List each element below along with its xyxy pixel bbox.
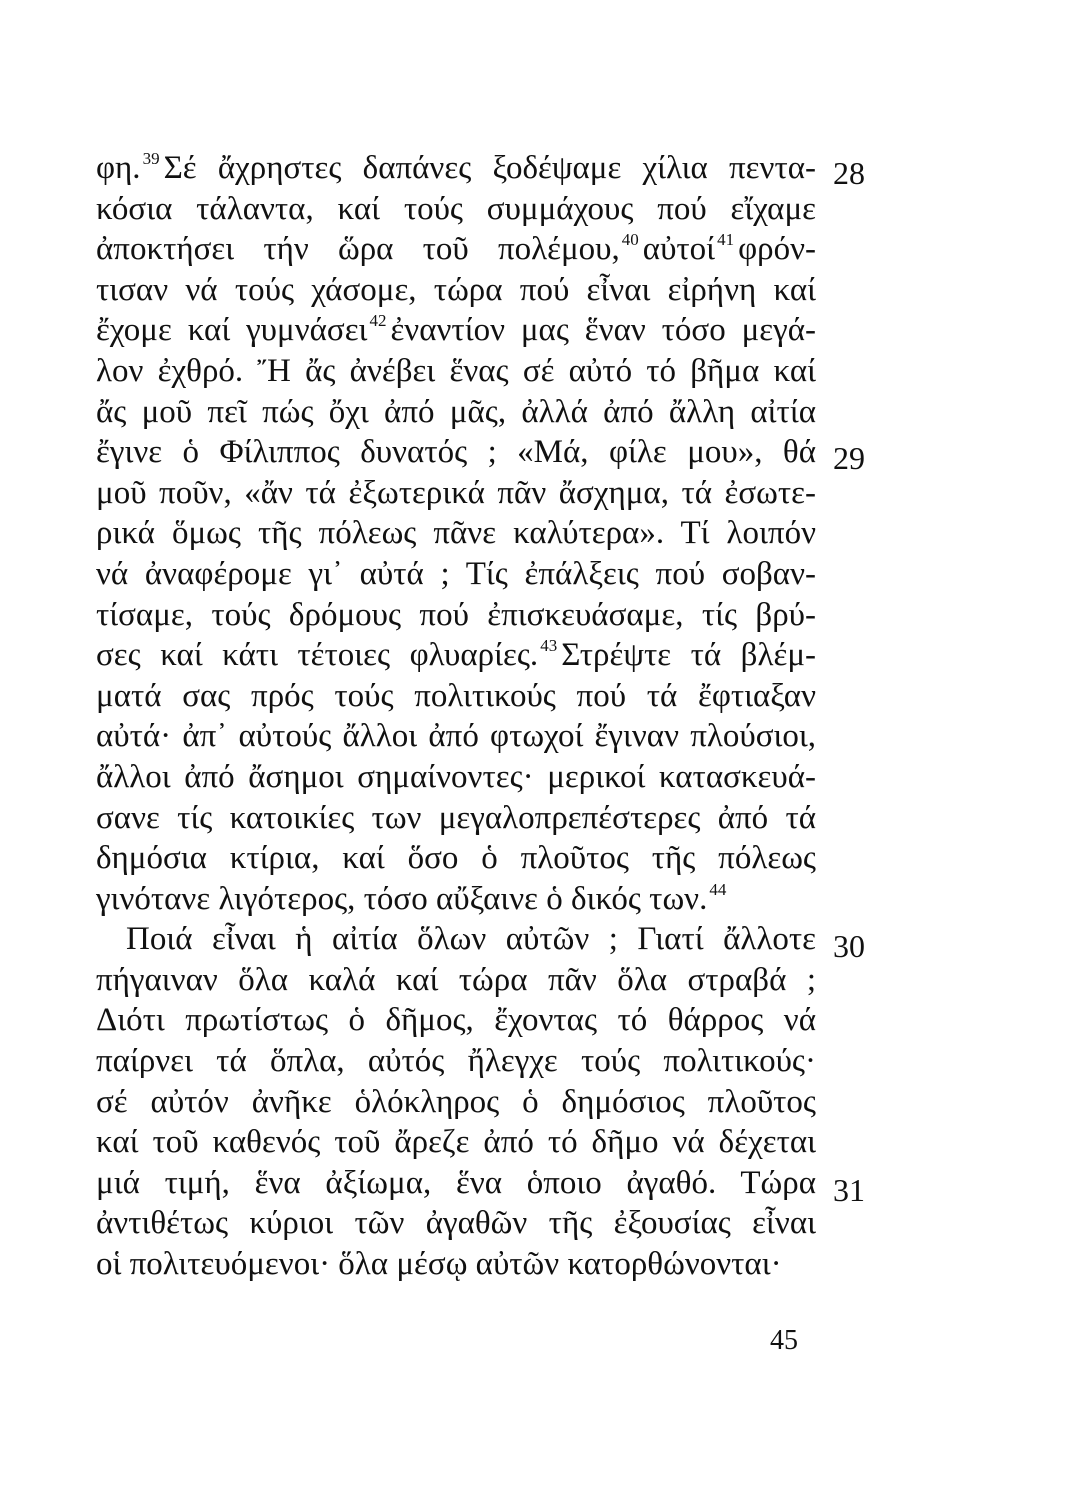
text-line: σανε τίς κατοικίες των μεγαλοπρεπέστερες ἀπό τά <box>96 799 816 836</box>
margin-section-number: 30 <box>833 928 865 964</box>
text-line: ρικά ὅμως τῆς πόλεως πᾶνε καλύτερα». Τί λοιπόν <box>96 515 816 552</box>
footnote-ref: 44 <box>709 879 727 899</box>
text-line: πήγαιναν ὅλα καλά καί τώρα πᾶν ὅλα στραβά ; <box>96 961 816 998</box>
text-line: νά ἀναφέρομε γι᾽ αὐτά ; Τίς ἐπάλξεις πού σοβαν- <box>96 555 816 592</box>
margin-section-number: 29 <box>833 440 865 476</box>
text-line: σες καί κάτι τέτοιες φλυαρίες. $^{43}$ Στρέψτε τά βλέμ- <box>96 636 816 674</box>
text-line: ἄς μοῦ πεῖ πώς ὄχι ἀπό μᾶς, ἀλλά ἀπό ἄλλη αἰτία <box>96 393 816 430</box>
text-line: μοῦ ποῦν, «ἄν τά ἐξωτερικά πᾶν ἄσχημα, τά ἐσωτε- <box>96 474 816 511</box>
footnote-ref: 39 <box>142 149 160 168</box>
text-line: τισαν νά τούς χάσομε, τώρα πού εἶναι εἰρήνη καί <box>96 271 816 308</box>
text-line: αὐτά· ἀπ᾽ αὐτούς ἄλλοι ἀπό φτωχοί ἔγιναν πλούσιοι, <box>96 718 816 755</box>
text-line: δημόσια κτίρια, καί ὅσο ὁ πλοῦτος τῆς πόλεως <box>96 840 816 877</box>
text-line: μιά τιμή, ἕνα ἀξίωμα, ἕνα ὁποιο ἀγαθό. Τώρα <box>96 1164 816 1201</box>
page-number: 45 <box>770 1325 798 1356</box>
text-line: φη. $^{39}$ Σέ ἄχρηστες δαπάνες ξοδέψαμε χίλια πεντα- <box>96 149 816 186</box>
text-line: ἔγινε ὁ Φίλιππος δυνατός ; «Μά, φίλε μου», θά <box>96 434 816 471</box>
text-line: οἱ πολιτευόμενοι· ὅλα μέσῳ αὐτῶν κατορθώνονται· <box>96 1246 782 1283</box>
text-line: ἄλλοι ἀπό ἄσημοι σημαίνοντες· μερικοί κατασκευά- <box>96 758 816 795</box>
footnote-ref: 42 <box>369 311 387 331</box>
text-line: καί τοῦ καθενός τοῦ ἄρεζε ἀπό τό δῆμο νά δέχεται <box>96 1124 816 1161</box>
body-text <box>96 148 816 1285</box>
text-line: ἀποκτήσει τήν ὥρα τοῦ πολέμου, $^{40}$ αὐτοί $^{41}$ φρόν- <box>96 230 816 268</box>
margin-section-number: 28 <box>833 155 865 191</box>
text-line: ἀντιθέτως κύριοι τῶν ἀγαθῶν τῆς ἐξουσίας εἶναι <box>96 1205 816 1242</box>
text-line: ἔχομε καί γυμνάσει $^{42}$ ἐναντίον μας ἕναν τόσο μεγά- <box>96 311 816 349</box>
text-line: ματά σας πρός τούς πολιτικούς πού τά ἔφτιαξαν <box>96 677 816 714</box>
text-line: Διότι πρωτίστως ὁ δῆμος, ἔχοντας τό θάρρος νά <box>96 1002 816 1039</box>
text-line: τίσαμε, τούς δρόμους πού ἐπισκευάσαμε, τίς βρύ- <box>96 596 816 633</box>
footnote-ref: 43 <box>540 636 558 656</box>
footnote-ref: 41 <box>717 230 735 250</box>
margin-section-number: 31 <box>833 1172 865 1208</box>
text-line: σέ αὐτόν ἀνῆκε ὁλόκληρος ὁ δημόσιος πλοῦτος <box>96 1083 816 1120</box>
text-line: γινότανε λιγότερος, τόσο αὔξαινε ὁ δικός των. $^{44}$ <box>96 879 816 920</box>
paragraph-first-line: Ποιά εἶναι ἡ αἰτία ὅλων αὐτῶν ; Γιατί ἄλλοτε <box>126 921 816 958</box>
text-line: παίρνει τά ὅπλα, αὐτός ἤλεγχε τούς πολιτικούς· <box>96 1043 816 1080</box>
footnote-ref: 40 <box>621 230 639 250</box>
text-line: κόσια τάλαντα, καί τούς συμμάχους πού εἴχαμε <box>96 190 816 227</box>
text-line: λον ἐχθρό. Ἤ ἄς ἀνέβει ἕνας σέ αὐτό τό βῆμα καί <box>96 352 816 389</box>
